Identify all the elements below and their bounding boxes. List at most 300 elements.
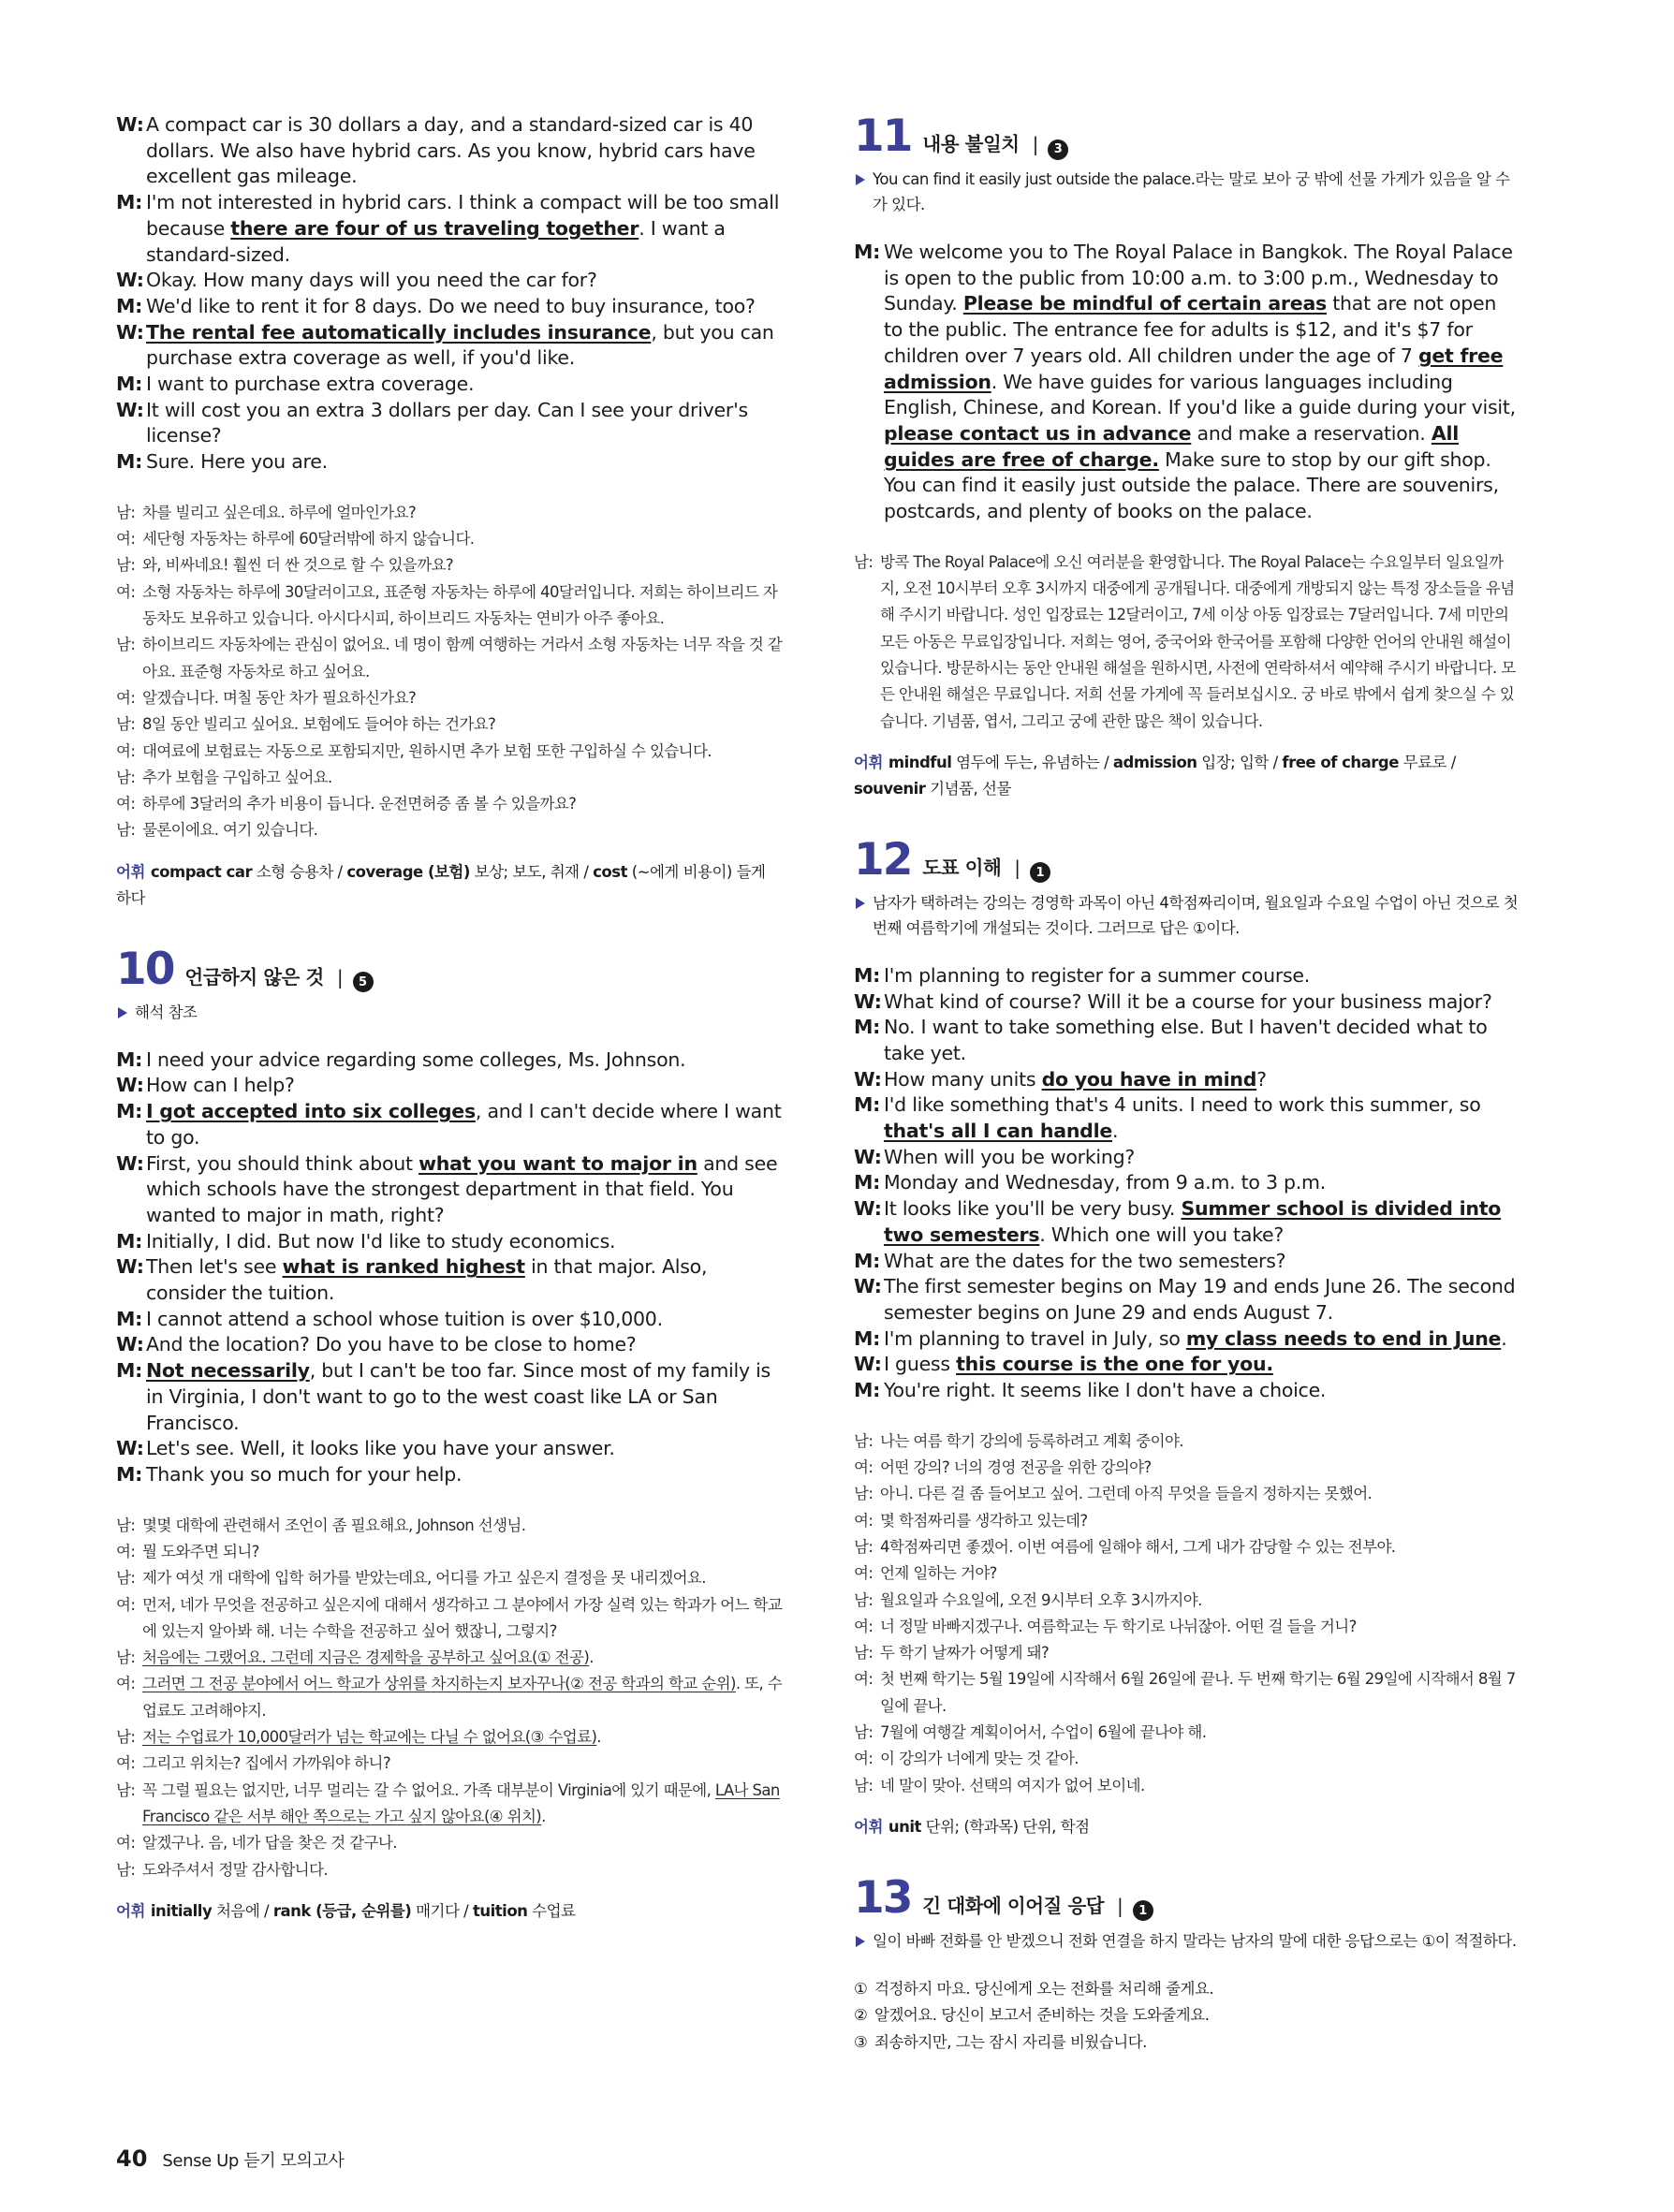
text-segment: It looks like you'll be very busy.	[884, 1197, 1182, 1221]
speaker-label: M:	[116, 191, 143, 214]
line-text	[880, 1588, 1520, 1614]
key-phrase: Summer school is divided into two semesters	[884, 1197, 1502, 1246]
dialogue-q9-english	[116, 112, 783, 476]
korean-line	[854, 1614, 1520, 1640]
note-text: 남자가 택하려는 강의는 경영학 과목이 아닌 4학점짜리이며, 월요일과 수요일 수업이 아닌 것으로 첫 번째 여름학기에 개설되는 것이다. 그러므로 답은 ①이다.	[873, 893, 1519, 937]
text-segment: 하루에 3달러의 추가 비용이 듭니다. 운전면허증 좀 볼 수 있을까요?	[142, 795, 577, 813]
dialogue-line	[854, 963, 1520, 989]
text-segment: Make sure to stop by our gift shop. You can find it easily just outside the palace. There are souvenirs, postcards, and plenty of books on the palace.	[884, 447, 1499, 523]
vocab-term: free of charge	[1282, 753, 1399, 771]
text-segment: We welcome you to The Royal Palace in Bangkok. The Royal Palace is open to the public from 10:00 a.m. to 3:00 p.m., Wednesday to Sunday.	[884, 241, 1513, 315]
dialogue-line	[116, 1047, 783, 1074]
divider: |	[336, 965, 344, 989]
text-segment: 어떤 강의? 너의 경영 전공을 위한 강의야?	[880, 1458, 1152, 1477]
speaker-label: M:	[116, 1047, 143, 1071]
dialogue-line	[116, 449, 783, 476]
dialogue-line	[854, 1326, 1520, 1353]
text-segment: . Which one will you take?	[1039, 1223, 1285, 1246]
line-text	[146, 1462, 783, 1488]
key-phrase: Not necessarily	[146, 1359, 310, 1383]
vocab-term: rank (등급, 순위를)	[272, 1901, 412, 1920]
speaker-label: 남:	[116, 1860, 136, 1879]
line-text	[884, 989, 1520, 1016]
line-text	[142, 1830, 783, 1856]
text-segment: Thank you so much for your help.	[146, 1462, 463, 1486]
speaker-label: 남:	[854, 1644, 874, 1663]
text-segment: 제가 여섯 개 대학에 입학 허가를 받았는데요, 어디를 가고 싶은지 결정을 못 내리겠어요.	[142, 1569, 706, 1588]
line-text	[142, 526, 783, 552]
vocab-q10	[116, 1898, 783, 1925]
dialogue-line	[854, 1015, 1520, 1066]
line-text	[884, 1352, 1520, 1378]
q13-note	[854, 1928, 1520, 1954]
speaker-label: 여:	[116, 1542, 136, 1560]
text-segment: in that major. Also, consider the tuition.	[146, 1255, 708, 1305]
text-segment: .	[1501, 1326, 1507, 1350]
text-segment: 4학점짜리면 좋겠어. 이번 여름에 일해야 해서, 그게 내가 감당할 수 있는 전부야.	[880, 1537, 1396, 1556]
speaker-label: 여:	[854, 1458, 874, 1477]
line-text	[142, 1671, 783, 1724]
vocab-definition: 수업료	[527, 1901, 576, 1920]
dialogue-line	[116, 1099, 783, 1150]
korean-line	[116, 791, 783, 817]
speaker-label: M:	[854, 241, 881, 263]
dialogue-line	[116, 1307, 783, 1333]
text-segment: 네 말이 맞아. 선택의 여지가 없어 보이네.	[880, 1776, 1145, 1795]
dialogue-line	[116, 1462, 783, 1488]
text-segment: You're right. It seems like I don't have a choice.	[884, 1379, 1327, 1402]
dialogue-line	[116, 1332, 783, 1358]
korean-line	[854, 1428, 1520, 1455]
question-title: 긴 대화에 이어질 응답	[922, 1894, 1105, 1917]
speaker-label: 남:	[116, 715, 136, 734]
line-text	[146, 449, 783, 476]
dialogue-line	[116, 112, 783, 190]
speaker-label: W:	[116, 1255, 144, 1279]
line-text	[880, 1455, 1520, 1481]
korean-line	[116, 1592, 783, 1646]
line-text	[884, 1326, 1520, 1353]
text-segment: and see which schools have the strongest department in that field. You wanted to major in math, right?	[146, 1151, 778, 1226]
text-segment: I want to purchase extra coverage.	[146, 373, 475, 396]
korean-line	[116, 526, 783, 552]
text-segment: Initially, I did. But now I'd like to study economics.	[146, 1229, 616, 1252]
note-text: 해석 참조	[135, 1003, 198, 1021]
speaker-label: 여:	[116, 1595, 136, 1614]
question-title: 언급하지 않은 것	[184, 965, 324, 989]
speaker-label: W:	[854, 989, 882, 1013]
dialogue-line	[116, 1151, 783, 1229]
text-segment: When will you be working?	[884, 1145, 1136, 1168]
key-phrase: that's all I can handle	[884, 1120, 1113, 1143]
option-number: ①	[854, 1979, 868, 1998]
text-segment: . We have guides for various languages including English, Chinese, and Korean. If you'd like a guide during your visit,	[884, 370, 1516, 419]
vocab-label: 어휘	[116, 862, 145, 881]
speaker-label: 여:	[116, 795, 136, 813]
speaker-label: 남:	[116, 1569, 136, 1588]
line-text	[880, 549, 1520, 735]
text-segment: How can I help?	[146, 1074, 295, 1097]
dialogue-line	[116, 294, 783, 320]
text-segment: I cannot attend a school whose tuition is over $10,000.	[146, 1307, 663, 1330]
line-text	[146, 1307, 783, 1333]
line-text	[142, 1724, 783, 1751]
korean-line	[854, 1481, 1520, 1507]
korean-line	[116, 817, 783, 843]
text-segment: The first semester begins on May 19 and ends June 26. The second semester begins on June 29 and ends August 7.	[884, 1275, 1516, 1324]
line-text	[880, 1534, 1520, 1560]
dialogue-line	[854, 989, 1520, 1016]
text-segment: 8일 동안 빌리고 싶어요. 보험에도 들어야 하는 건가요?	[142, 715, 496, 734]
speaker-label: 남:	[116, 556, 136, 575]
text-segment: 추가 보험을 구입하고 싶어요.	[142, 768, 332, 786]
option-number: ②	[854, 2006, 868, 2025]
speaker-label: 남:	[116, 821, 136, 840]
q11-note	[854, 167, 1520, 217]
line-text	[146, 1229, 783, 1255]
text-segment: 너 정말 바빠지겠구나. 여름학교는 두 학기로 나뉘잖아. 어떤 걸 들을 거니?	[880, 1617, 1357, 1635]
speaker-label: 여:	[116, 1754, 136, 1773]
text-segment: I need your advice regarding some colleges, Ms. Johnson.	[146, 1047, 686, 1071]
speaker-label: 남:	[116, 503, 136, 521]
vocab-term: unit	[888, 1817, 921, 1836]
q10-note	[116, 1000, 783, 1025]
text-segment: 첫 번째 학기는 5월 19일에 시작해서 6월 26일에 끝나. 두 번째 학기는 6월 29일에 시작해서 8월 7일에 끝나.	[880, 1670, 1516, 1715]
text-segment: 꼭 그럴 필요는 없지만, 너무 멀리는 갈 수 없어요. 가족 대부분이 Virginia에 있기 때문에,	[142, 1780, 715, 1799]
option-text: 알겠어요. 당신이 보고서 준비하는 것을 도와줄게요.	[874, 2006, 1210, 2025]
speaker-label: 남:	[854, 1723, 874, 1742]
text-segment: No. I want to take something else. But I haven't decided what to take yet.	[884, 1016, 1488, 1064]
korean-line	[116, 685, 783, 711]
key-phrase: my class needs to end in June	[1185, 1326, 1502, 1350]
answer-circle-icon: 3	[1048, 139, 1068, 160]
korean-line	[116, 1724, 783, 1751]
text-segment: , but I can't be too far. Since most of my family is in Virginia, I don't want to go to the west coast like LA or San Francisco.	[146, 1359, 771, 1434]
line-text	[146, 398, 783, 449]
text-segment: 세단형 자동차는 하루에 60달러밖에 하지 않습니다.	[142, 530, 475, 549]
dialogue-line	[116, 320, 783, 372]
line-text	[884, 963, 1520, 989]
vocab-term: compact car	[150, 862, 253, 881]
text-segment: and make a reservation.	[1191, 421, 1432, 445]
dialogue-q11-korean	[854, 549, 1520, 735]
speaker-label: M:	[854, 1326, 881, 1350]
underlined-text: LA나 San Francisco 같은 서부 해안 쪽으로는 가고 싶지 않아요(④ 위치)	[142, 1780, 780, 1825]
text-segment: We'd like to rent it for 8 days. Do we need to buy insurance, too?	[146, 294, 756, 317]
text-segment: 월요일과 수요일에, 오전 9시부터 오후 3시까지야.	[880, 1590, 1202, 1609]
text-segment: 7월에 여행갈 계획이어서, 수업이 6월에 끝나야 해.	[880, 1723, 1207, 1742]
speaker-label: 여:	[116, 582, 136, 601]
line-text	[884, 1092, 1520, 1144]
dialogue-line	[854, 240, 1520, 525]
dialogue-line	[854, 1145, 1520, 1171]
answer-option	[854, 1976, 1520, 2003]
speaker-label: M:	[854, 1171, 881, 1194]
divider: |	[1014, 856, 1021, 879]
speaker-label: M:	[854, 1093, 881, 1117]
dialogue-line	[854, 1067, 1520, 1093]
korean-line	[854, 1534, 1520, 1560]
line-text	[142, 711, 783, 738]
dialogue-line	[116, 190, 783, 268]
korean-line	[116, 1513, 783, 1539]
speaker-label: 남:	[854, 1776, 874, 1795]
line-text	[142, 1513, 783, 1539]
korean-line	[116, 1857, 783, 1883]
triangle-bullet-icon	[856, 174, 865, 185]
speaker-label: 여:	[854, 1564, 874, 1583]
speaker-label: 여:	[116, 688, 136, 707]
speaker-label: 남:	[854, 1590, 874, 1609]
vocab-definition: 입장; 입학 /	[1197, 753, 1283, 771]
speaker-label: M:	[116, 373, 143, 396]
speaker-label: 남:	[854, 1431, 874, 1450]
line-text	[142, 739, 783, 765]
korean-line	[116, 739, 783, 765]
line-text	[142, 1645, 783, 1671]
korean-line	[116, 579, 783, 633]
line-text	[880, 1640, 1520, 1666]
korean-line	[116, 500, 783, 526]
text-segment: What are the dates for the two semesters?	[884, 1249, 1286, 1272]
question-title: 내용 불일치	[922, 133, 1020, 155]
korean-line	[854, 1508, 1520, 1534]
text-segment: 대여료에 보험료는 자동으로 포함되지만, 원하시면 추가 보험 또한 구입하실 수 있습니다.	[142, 741, 712, 760]
answer-option	[854, 2002, 1520, 2029]
text-segment: Okay. How many days will you need the car for?	[146, 269, 597, 292]
line-text	[142, 685, 783, 711]
dialogue-q12-korean	[854, 1428, 1520, 1799]
korean-line	[116, 711, 783, 738]
speaker-label: M:	[116, 1359, 143, 1383]
line-text	[884, 1274, 1520, 1326]
line-text	[884, 1015, 1520, 1066]
vocab-term: mindful	[888, 753, 952, 771]
dialogue-line	[854, 1249, 1520, 1275]
line-text	[142, 817, 783, 843]
korean-line	[116, 1671, 783, 1724]
line-text	[880, 1428, 1520, 1455]
text-segment: Monday and Wednesday, from 9 a.m. to 3 p.m.	[884, 1171, 1327, 1194]
korean-line	[116, 632, 783, 685]
line-text	[142, 1565, 783, 1591]
dialogue-q10-korean	[116, 1513, 783, 1883]
dialogue-line	[854, 1352, 1520, 1378]
answer-circle-icon: 1	[1133, 1900, 1153, 1921]
question-number: 13	[854, 1871, 912, 1924]
korean-line	[854, 1746, 1520, 1772]
vocab-definition: 보상; 보도, 취재 /	[469, 862, 594, 881]
dialogue-line	[116, 1073, 783, 1099]
text-segment: What kind of course? Will it be a course for your business major?	[884, 989, 1492, 1013]
text-segment: .	[589, 1648, 594, 1667]
speaker-label: 남:	[116, 1780, 136, 1799]
question-title: 도표 이해	[922, 856, 1002, 879]
dialogue-line	[116, 1358, 783, 1436]
key-phrase: get free admission	[884, 344, 1504, 393]
underlined-text: 처음에는 그랬어요. 그런데 지금은 경제학을 공부하고 싶어요(① 전공)	[142, 1648, 590, 1667]
key-phrase: do you have in mind	[1041, 1067, 1257, 1091]
key-phrase: there are four of us traveling together	[230, 216, 639, 240]
speaker-label: W:	[116, 1074, 144, 1097]
text-segment: I'm planning to register for a summer course.	[884, 963, 1311, 987]
question-number: 10	[116, 943, 174, 995]
speaker-label: M:	[116, 1100, 143, 1123]
korean-line	[854, 1666, 1520, 1720]
text-segment: 아니. 다른 걸 좀 들어보고 싶어. 그런데 아직 무엇을 들을지 정하지는 못했어.	[880, 1485, 1373, 1503]
line-text	[884, 1145, 1520, 1171]
line-text	[142, 1592, 783, 1646]
vocab-definition: (~에게 비용이) 들게 하다	[116, 862, 766, 907]
korean-line	[116, 552, 783, 579]
line-text	[142, 500, 783, 526]
text-segment: I'd like something that's 4 units. I need to work this summer, so	[884, 1093, 1481, 1117]
question-13-header	[854, 1871, 1520, 1924]
text-segment: 몇 학점짜리를 생각하고 있는데?	[880, 1511, 1088, 1530]
text-segment: 하이브리드 자동차에는 관심이 없어요. 네 명이 함께 여행하는 거라서 소형 자동차는 너무 작을 것 같아요. 표준형 자동차로 하고 싶어요.	[142, 636, 783, 681]
line-text	[880, 1746, 1520, 1772]
text-segment: ?	[1256, 1067, 1267, 1091]
line-text	[880, 1720, 1520, 1746]
korean-line	[116, 765, 783, 791]
speaker-label: W:	[854, 1197, 882, 1221]
line-text	[142, 1751, 783, 1777]
speaker-label: 남:	[116, 636, 136, 654]
vocab-label: 어휘	[854, 753, 883, 771]
question-number: 12	[854, 833, 912, 886]
korean-line	[854, 1720, 1520, 1746]
line-text	[146, 268, 783, 294]
key-phrase: The rental fee automatically includes insurance	[146, 320, 652, 344]
key-phrase: what is ranked highest	[282, 1255, 525, 1279]
line-text	[146, 1151, 783, 1229]
option-number: ③	[854, 2032, 868, 2051]
line-text	[146, 372, 783, 398]
text-segment: 소형 자동차는 하루에 30달러이고요, 표준형 자동차는 하루에 40달러입니다. 저희는 하이브리드 자동차도 보유하고 있습니다. 아시다시피, 하이브리드 자동차는 연비가 아주 좋아요.	[142, 582, 778, 628]
vocab-term: coverage (보험)	[346, 862, 470, 881]
question-11-header	[854, 112, 1520, 161]
line-text	[880, 1508, 1520, 1534]
dialogue-q10-english	[116, 1047, 783, 1488]
speaker-label: M:	[854, 1379, 881, 1402]
key-phrase: Please be mindful of certain areas	[962, 292, 1327, 315]
text-segment: . 또, 수업료도 고려해야지.	[142, 1675, 783, 1720]
korean-line	[854, 1455, 1520, 1481]
text-segment: A compact car is 30 dollars a day, and a standard-sized car is 40 dollars. We also have hybrid cars. As you know, hybrid cars have excellent gas mileage.	[146, 113, 756, 188]
vocab-q12	[854, 1814, 1520, 1840]
speaker-label: 남:	[854, 552, 874, 571]
line-text	[146, 1073, 783, 1099]
text-segment: 알겠구나. 음, 네가 답을 찾은 것 같구나.	[142, 1834, 397, 1853]
text-segment: 먼저, 네가 무엇을 전공하고 싶은지에 대해서 생각하고 그 분야에서 가장 실력 있는 학과가 어느 학교에 있는지 알아봐 해. 너는 수학을 전공하고 싶어 했잖니, 그렇지?	[142, 1595, 783, 1640]
line-text	[146, 1047, 783, 1074]
line-text	[880, 1666, 1520, 1720]
dialogue-line	[854, 1378, 1520, 1404]
text-segment: 나는 여름 학기 강의에 등록하려고 계획 중이야.	[880, 1431, 1183, 1450]
triangle-bullet-icon	[856, 898, 865, 909]
speaker-label: W:	[116, 269, 144, 292]
line-text	[146, 320, 783, 372]
vocab-q9	[116, 859, 783, 912]
line-text	[146, 1436, 783, 1462]
text-segment: And the location? Do you have to be close to home?	[146, 1333, 637, 1356]
text-segment: 차를 빌리고 싶은데요. 하루에 얼마인가요?	[142, 503, 417, 521]
vocab-label: 어휘	[116, 1901, 145, 1920]
line-text	[142, 791, 783, 817]
dialogue-q11-english	[854, 240, 1520, 525]
speaker-label: W:	[854, 1275, 882, 1298]
vocab-term: admission	[1112, 753, 1197, 771]
line-text	[884, 1067, 1520, 1093]
line-text	[142, 552, 783, 579]
speaker-label: 여:	[116, 1834, 136, 1853]
text-segment: . I want a standard-sized.	[146, 216, 726, 266]
line-text	[146, 1332, 783, 1358]
text-segment: Sure. Here you are.	[146, 450, 328, 474]
speaker-label: 여:	[116, 741, 136, 760]
question-10-header	[116, 945, 783, 994]
speaker-label: M:	[116, 1462, 143, 1486]
q13-options	[854, 1976, 1520, 2057]
answer-option	[854, 2029, 1520, 2057]
line-text	[884, 240, 1520, 525]
dialogue-line	[116, 1436, 783, 1462]
korean-line	[116, 1751, 783, 1777]
speaker-label: 여:	[116, 1675, 136, 1693]
triangle-bullet-icon	[118, 1007, 127, 1018]
page-footer	[116, 2146, 344, 2172]
line-text	[884, 1249, 1520, 1275]
dialogue-line	[116, 1254, 783, 1306]
line-text	[142, 579, 783, 633]
speaker-label: W:	[854, 1353, 882, 1376]
text-segment: 뭘 도와주면 되니?	[142, 1542, 259, 1560]
speaker-label: M:	[854, 1249, 881, 1272]
text-segment: It will cost you an extra 3 dollars per day. Can I see your driver's license?	[146, 398, 748, 447]
divider: |	[1117, 1894, 1123, 1917]
line-text	[880, 1560, 1520, 1587]
dialogue-line	[116, 268, 783, 294]
answer-circle-icon: 1	[1030, 862, 1050, 883]
text-segment: 두 학기 날짜가 어떻게 돼?	[880, 1644, 1050, 1663]
text-segment: I'm planning to travel in July, so	[884, 1326, 1186, 1350]
dialogue-line	[854, 1170, 1520, 1196]
speaker-label: 남:	[854, 1537, 874, 1556]
korean-line	[854, 1588, 1520, 1614]
line-text	[142, 1857, 783, 1883]
vocab-term: initially	[150, 1901, 213, 1920]
question-number: 11	[854, 110, 912, 162]
q12-note	[854, 890, 1520, 941]
text-segment: Then let's see	[146, 1255, 283, 1279]
dialogue-line	[854, 1196, 1520, 1248]
vocab-definition: 무료로 /	[1398, 753, 1456, 771]
speaker-label: 여:	[854, 1750, 874, 1768]
underlined-text: 그러면 그 전공 분야에서 어느 학교가 상위를 차지하는지 보자꾸나(② 전공 학과의 학교 순위)	[142, 1675, 736, 1693]
speaker-label: M:	[116, 294, 143, 317]
key-phrase: I got accepted into six colleges	[146, 1100, 476, 1123]
korean-line	[854, 1640, 1520, 1666]
speaker-label: W:	[854, 1067, 882, 1091]
speaker-label: 남:	[854, 1485, 874, 1503]
text-segment: 도와주셔서 정말 감사합니다.	[142, 1860, 329, 1879]
book-title: Sense Up 듣기 모의고사	[162, 2151, 345, 2171]
text-segment: I guess	[884, 1353, 957, 1376]
line-text	[880, 1773, 1520, 1799]
speaker-label: 여:	[854, 1511, 874, 1530]
note-text: 일이 바빠 전화를 안 받겠으니 전화 연결을 하지 말라는 남자의 말에 대한 응답으로는 ①이 적절하다.	[873, 1931, 1517, 1950]
speaker-label: W:	[116, 1151, 144, 1175]
